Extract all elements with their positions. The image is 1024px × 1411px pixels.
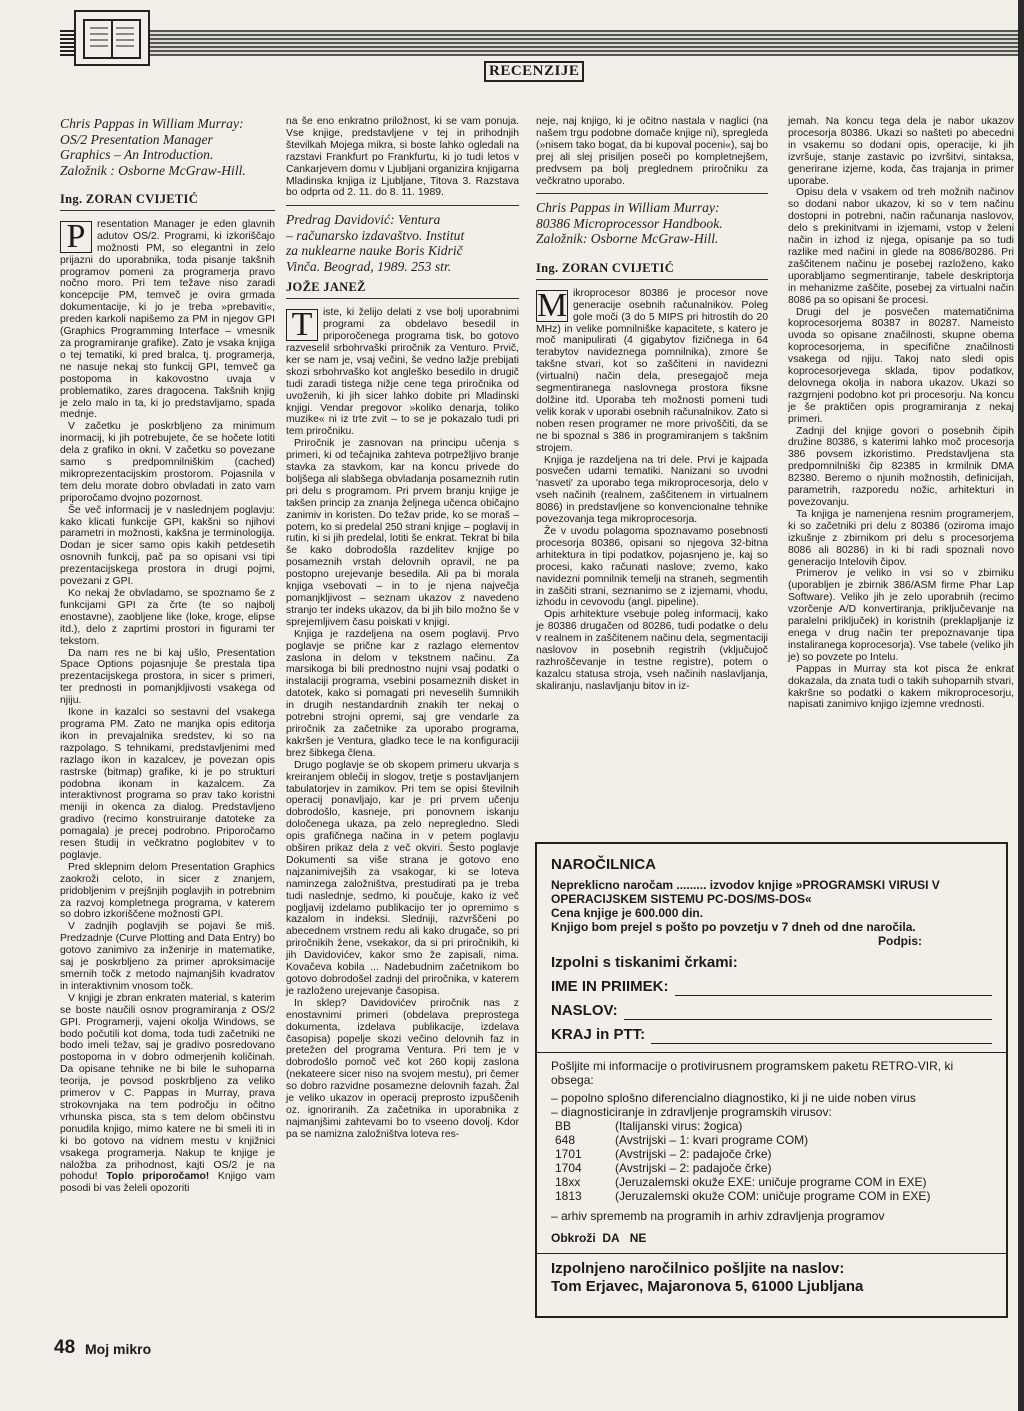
- column-3: [536, 116, 768, 693]
- bullet-item: – arhiv sprememb na programih in arhiv zdravljenja programov: [551, 1209, 885, 1223]
- drop-cap: T: [286, 309, 318, 341]
- virus-row: 18xx (Jeruzalemski okuže EXE: uničuje programe COM in EXE): [555, 1175, 927, 1189]
- page-edge-shadow: [1018, 0, 1024, 1411]
- column-2: [286, 116, 519, 1141]
- send-to-address: Tom Erjavec, Majaronova 5, 61000 Ljubljana: [551, 1278, 864, 1295]
- book-icon: [74, 10, 150, 66]
- paragraph: Drugo poglavje se ob skopem primeru ukvarja s kreiranjem oblečij in slogov, tretje s postavljanjem tabulatorjev in zamikov. Pri tem se opisi številnih operacij ponavljajo, kar je pri prvem učenju dobrodošlo, kasneje, pri ponovnem iskanju določenega ukaza, pa zelo nepregledno. Sledi opis grafičnega načina in v petem poglavju obširen prikaz dela z več okviri. Šesto poglavje Dokumenti sa više strana je gotovo eno najzanimivejših za vsakogar, ki se loteva naminzega založništva, prestudirati pa je treba tudi naslednje, sedmo, ki poučuje, kako iz več pogljavij izdelamo publikacijo ter jo opremimo s kazalom in indeksi. Sledniji, razvrščeni po abecednem vrstnem redu ali kako drugače, so pri priročnikih žene, vsekakor, da si pri priročnikih, ki jih Davidovićev, kakor smo že zapisali, nima. Kovačeva kobila ... Nadebudnim začetnikom bo gotovo dobrodošel zadnji del priročnika, v katerem je razloženo urejevanje časopisa.: [286, 759, 519, 997]
- bullet-item: – popolno splošno diferencialno diagnostiko, ki ji ne uide noben virus: [551, 1091, 916, 1105]
- column-1: [60, 116, 275, 1195]
- page-number: 48: [54, 1337, 76, 1358]
- paragraph: Ta knjiga je namenjena resnim programerjem, ki so začetniki pri delu z 80386 (oziroma imajo izkušnje z zbirnikom pri delu s procesorjema 8086 ali 80286) in ki bi radi spoznali novo generacijo Intelovih čipov.: [788, 508, 1014, 568]
- order-line: Nepreklicno naročam ......... izvodov knjige »PROGRAMSKI VIRUSI V OPERACIJSKEM SISTEMU PC-DOS/MS-DOS«: [551, 878, 940, 906]
- quantity-field[interactable]: .........: [676, 878, 707, 892]
- section-label: RECENZIJE: [484, 61, 584, 82]
- paragraph: Ikone in kazalci so sestavni del vsakega programa PM. Zato ne manjka opis editorja ikon in prevajalnika sredstev, ki so na razpolago. S tehnikami, predstavljenimi med razlago ikon in kazalcev, je povezan opis rastrske (bitmap) grafike, ki je po strukturi podobna ikonam in kazalcem. Za interaktivnost programa so prav tako koristni meniji in okenca za dialog. Predstavljeno gradivo (recimo konstruiranje datoteke za pomagala) je precej podrobno. Priporočamo resen študij in večkratno poglobitev v to poglavje.: [60, 707, 275, 861]
- paragraph: V začetku je poskrbljeno za minimum inormacij, ki jih potrebujete, če se hočete lotiti dela z grafiko in okni. V začetku so povezane samo s predpomnilniškim (cached) mikroprezentacijskim prostorom. Pojasnila v tem delu morate dobro obvladati in zato vam priporočamo dvojno pozornost.: [60, 421, 275, 504]
- book-reference: Predrag Davidović: Ventura – računarsko izdavaštvo. Institut za nuklearne nauke Boris Kidrič Vinča. Beograd, 1989. 253 str.: [286, 212, 465, 274]
- paragraph: na še eno enkratno priložnost, ki se vam ponuja. Vse knjige, predstavljene v tej in prihodnjih številkah Mojega mikra, si boste lahko ogledali na razstavi Frankfurt po Frankfurtu, ki jo tudi letos v Cankarjevem domu v Ljubljani organizira knjigarna Mladinska knjiga iz Ljubljane, Titova 3. Razstava bo odprta od 2. 11. do 8. 11. 1989.: [286, 116, 519, 199]
- name-field[interactable]: IME IN PRIIMEK:: [551, 978, 992, 996]
- author-byline: Ing. ZORAN CVIJETIĆ: [60, 194, 275, 211]
- no-option[interactable]: NE: [629, 1231, 647, 1245]
- paragraph: T iste, ki želijo delati z vse bolj uporabnimi programi za obdelavo besedil in priporočenega programa tisk, bo gotovo razveselil srbohrvaški priročnik za Venturo. Prvič, ker se nam je, vsaj večini, še vedno lažje prebijati skozi srbohrvaško kot angleško besedilo in drugič tudi zaradi tistega nižje cene tega priročnika od uvoženih, ki jih sicer lahko dobite pri Mladinski knjigi. Vendar pregovor »koliko denarja, toliko muzike« ni iz trte zvit – to se je pokazalo tudi pri tem priročniku.: [286, 306, 519, 438]
- virus-row: 648 (Avstrijski – 1: kvari programe COM): [555, 1133, 809, 1147]
- yes-option[interactable]: DA: [602, 1231, 620, 1245]
- virus-row: 1701 (Avstrijski – 2: padajoče črke): [555, 1147, 772, 1161]
- address-field[interactable]: NASLOV:: [551, 1002, 992, 1020]
- paragraph: Priročnik je zasnovan na principu učenja s primeri, ki od tečajnika zahteva potrpežljivo branje stavka za stavkom, kar na koncu privede do boljšega ali slabšega obvladanja posameznih rutin pri delu s programom. Pri prvem branju knjige je takšen princip za znanja željnega učenca običajno zanimiv in koristen. Do težav pride, ko se moraš – potem, ko si predelal 250 strani knjige – poglavij in rutin, ki si jih predelal, lotiti še enkrat. Tekrat bi bila še kako dobrodošla razdelitev knjige po posameznih vrstah delovnih opravil, ne pa postopno urejevanje besedila. Ali pa bi morala knjiga vsebovati – in to je njena največja pomanjkljivost – seznam ukazov z navedeno stranjo ter indeks ukazov, da bi jih bilo možno še v sprejemljivem času poiskati v knjigi.: [286, 438, 519, 628]
- fill-instruction: Izpolni s tiskanimi črkami:: [551, 954, 738, 971]
- paragraph: Drugi del je posvečen matematičnima koprocesorjema 80387 in 80287. Nameisto uvoda so opisane značilnosti, skupne obema koprocesorjema, in specifične značilnosti vsakega od njiju. Takoj nato sledi opis koprocesorjevega sklada, tipov podatkov, delovnega okolja in nabora ukazov. Ukazi so razgrnjeni podobno kot pri procesorju. Na koncu je še praktičen opis programiranja z nekaj primeri.: [788, 306, 1014, 425]
- paragraph: Še več informacij je v naslednjem poglavju: kako klicati funkcije GPI, kakšni so njihovi parametri in možnosti, kakšna je terminologija. Dodan je sicer samo opis kakih petdesetih osnovnih funkcij, pač pa so opisani vsi tipi prezentacijskega prostora in drugi pojmi, povezani z GPI.: [60, 504, 275, 588]
- paragraph: Pred sklepnim delom Presentation Graphics zaokroži celoto, in sicer z znanjem, pridobljenim v prejšnjih poglavjih in potrebnim za razvoj kompletnega programa, v katerem so dobro izkoriščene možnosti GPI.: [60, 861, 275, 921]
- column-4: [788, 116, 1014, 711]
- drop-cap: M: [537, 286, 568, 324]
- paragraph: neje, naj knjigo, ki je očitno nastala v naglici (na našem trgu podobne domače knjige ni), spregleda (»nisem tako bogat, da bi kupoval poceni«), saj bo prej ali slej prisiljen poseči po kompletnejšem, predvsem pa bolj preglednem priročniku za večkratno uporabo.: [536, 116, 768, 187]
- paragraph: Zadnji del knjige govori o posebnih čipih družine 80386, s katerimi lahko moč procesorja 386 povsem izkoristimo. Predstavljena sta predpomnilniški čip 82385 in krmilnik DMA 82380. Beremo o njunih možnostih, definicijah, parametrih, razporedu nožic, arhitekturi in povezovanju.: [788, 425, 1014, 508]
- author-byline: JOŽE JANEŽ: [286, 282, 519, 299]
- magazine-name: Moj mikro: [85, 1341, 152, 1357]
- paragraph: Knjiga je razdeljena na osem poglavij. Prvo poglavje se prične kar z razlago elementov zaslona in delom v tekstnem načinu. Za marsikoga bi bili prednostno nujni vsaj podatki o instalaciji programa, vsebini posameznih disket in datotek, kako si pomagati pri neveselih šumnikih in drugih nestandardnih znakih ter nekaj o potrebni strojni opremi, saj gre vendarle za priročnik za začetnike za uporabo programa, kakršen je Ventura, gladko tece le na konfiguraciji brez šibkega člena.: [286, 628, 519, 759]
- delivery-text: Knjigo bom prejel s pošto po povzetju v 7 dneh od dne naročila.: [551, 920, 916, 934]
- paragraph: Že v uvodu polagoma spoznavamo posebnosti procesorja 80386, opisani so njegova 32-bitna arhitektura in tipi podatkov, pojasnjeno je, kaj so procesi, kako računati naslove; zvemo, kako navidezni pomnilnik temelji na straneh, segmentih in zaščiti strani, seznanimo se z izjemami, vhodu, izhodu in cevovodu (angl. pipeline).: [536, 525, 768, 609]
- paragraph: In sklep? Davidovićev priročnik nas z enostavnimi primeri (obdelava preprostega dokumenta, izdelava publikacije, izdelava časopisa) popelje skozi večino delovnih faz in pretežen del programa Ventura. Pri tem je v dobrodošlo pomoč več kot 260 kopij zaslona (nekateere sicer niso na svojem mestu), pri čemer so dobro razvidne posamezne delovnih fazah. Žal je veliko ukazov in operacij preprosto izpuščenih oz. ignoriranih. Za začetnika in uporabnika z najmanjšimi zahtevami bo to vseeno dovolj. Kdor pa se namizna založništva loteva res-: [286, 997, 519, 1140]
- paragraph: Knjiga je razdeljena na tri dele. Prvi je kajpada posvečen udarni tematiki. Nanizani so uvodni 'nasveti' za uporabo tega mikroprocesorja, delo v vseh načinih (realnem, zaščitenem in virtualnem 8086) in predstavljene so konvencionalne tehnike povezovanja tega mikroprocesorja.: [536, 454, 768, 526]
- paragraph: Opisu dela v vsakem od treh možnih načinov so dodani nabor ukazov, ki so v tem načinu dostopni in potrebni, način računanja naslovov, delo s prekinitvami in izjemami, vstop v želeni način in izhod iz njega, opisanje pa so tudi razlike med načini in glede na 8086/80286. Pri zaščitenem načinu je posebej razloženo, kako uporabljamo segmentiranje, tabele deskriptorja in mehanizme zaščite, posebej za virtualni način 8086 pa so opisani še procesi.: [788, 187, 1014, 306]
- book-reference: Chris Pappas in William Murray: OS/2 Presentation Manager Graphics – An Introduction. Založnik : Osborne McGraw-Hill.: [60, 116, 246, 178]
- order-form: [535, 842, 1008, 1318]
- drop-cap: P: [60, 221, 92, 253]
- paragraph: P resentation Manager je eden glavnih adutov OS/2. Programi, ki izkoriščajo možnosti PM, so elegantni in zelo prijazni do uporabnika, toda pisanje takšnih programov pomeni za programerja pravo nočno moro. Pri tem težave niso zaradi koncepcije PM, temveč je ovira grmada dokumentacije, ki jo je treba »prebaviti«, preden karkoli napišemo za PM in njegov GPI (Graphics Programming Interface – vmesnik za programiranje grafike). Zato je vsaka knjiga o tej tematiki, ki pred bralca, tj. programerja, ne nasuje nekaj sto funkcij GPI, temveč ga postopoma in kakovostno uvaja v problematiko, zares dragocena. Takšnih knjig je zelo malo in ta, ki jo predstavljamo, spada mednje.: [60, 217, 275, 421]
- circle-choice: Obkroži DA NE: [551, 1231, 647, 1245]
- divider: [536, 193, 768, 194]
- send-to-label: Izpolnjeno naročilnico pošljite na naslov:: [551, 1260, 845, 1277]
- paragraph: jemah. Na koncu tega dela je nabor ukazov procesorja 80386. Ukazi so našteti po abecedni in vsakemu so dodani opis, operacije, ki jih izvršuje, stanje zastavic po izvršitvi, sintaksa, generirane izjeme, koda, čas trajanja in primer uporabe.: [788, 116, 1014, 187]
- header-stripe-bar-light: [150, 30, 1020, 56]
- order-form-title: NAROČILNICA: [551, 856, 656, 873]
- virus-row: 1704 (Avstrijski – 2: padajoče črke): [555, 1161, 772, 1175]
- paragraph: Pappas in Murray sta kot pisca že enkrat dokazala, da znata tudi o takih suhoparnih stvari, kakršne so podatki o kakem mikroprocesorju, napisati zanimivo knjigo izjemne vrednosti.: [788, 663, 1014, 711]
- paragraph: V zadnjih poglavjih se pojavi še miš. Predzadnje (Curve Plotting and Data Entry) bo gotovo zanimivo za inženirje in matematike, saj je poskrbljeno za primer aproksimacije smernih točk z metodo najmanjših kvadratov in interaktivnim vnosom točk.: [60, 921, 275, 992]
- virus-row: BB (Italijanski virus: žogica): [555, 1119, 743, 1133]
- signature-field[interactable]: Podpis:: [878, 934, 922, 948]
- book-reference: Chris Pappas in William Murray: 80386 Microprocessor Handbook. Založnik: Osborne McGraw-Hill.: [536, 200, 723, 247]
- bullet-item: – diagnosticiranje in zdravljenje programskih virusov:: [551, 1105, 832, 1119]
- paragraph: M ikroprocesor 80386 je procesor nove generacije osebnih računalnikov. Poleg gole moči (3 do 5 MIPS pri hitrostih do 20 MHz) in velike pomnilniške kapacitete, s katero je moč manipulirati (4 gigabytov fizičnega in 64 terabytov navideznega pomnilnika), zmore še takšne stvari, kot so zaščiteni in navidezni (virtualni) način dela, presegajoč meja segmentiranega naslovnega prostora fiksne dolžine itd. Uporaba teh možnosti pomeni tudi velik korak v uporabi osebnih računalnikov. Zato si noben resen programer ne more privoščiti, da se ne bi spoznal s 386 in programiranjem s takšnim strojem.: [536, 286, 768, 454]
- author-byline: Ing. ZORAN CVIJETIĆ: [536, 263, 768, 280]
- info-request: Pošljite mi informacije o protivirusnem programskem paketu RETRO-VIR, ki obsega:: [551, 1059, 954, 1087]
- paragraph: Ko nekaj že obvladamo, se spoznamo še z funkcijami GPI za črte (te so najbolj enostavne), zaobljene like (loke, kroge, elipse itd.), delo z zaprtimi prostori in figurami ter tekstom.: [60, 588, 275, 647]
- paragraph: V knjigi je zbran enkraten material, s katerim se boste naučili osnov programiranja z OS/2 GPI. Programerji, vajeni okolja Windows, se bodo počutili kot doma, toda tudi začetniki ne bodo imeli težav, saj je gradivo posredovano postopoma in v dobro odmerjenih količinah. Da opisane tehnike ne bi bile le suhoparna teorija, je povsod poskrbljeno za veliko primerov v C. Pappas in Murray, prava strokovnjaka na tem področju in očitno vrhunska pisca, sta s tem delom občinstvu ponudila knjigo, mimo katere ne bi smeli iti in ki bo gotovo na vidnem mestu v knjižnici vsakega programerja. Nakup te knjige je naložba za prihodnost, kajti OS/2 je na pohodu! Toplo priporočamo! Knjigo vam posodi bi vas želeli opozoriti: [60, 992, 276, 1195]
- divider: [286, 205, 519, 206]
- paragraph: Opis arhitekture vsebuje poleg informacij, kako je 80386 drugačen od 80286, tudi podatke o delu v realnem in zaščitenem načinu dela, segmentaciji naslovov in posebnih registrih (vključujoč razhroščevanje in testne registre), potem o kazalcu statusa stroja, vseh načinih naslavljanja, skaliranju, naslavljanju bitov in iz-: [536, 609, 768, 692]
- virus-row: 1813 (Jeruzalemski okuže COM: uničuje programe COM in EXE): [555, 1189, 931, 1203]
- paragraph: Da nam res ne bi kaj ušlo, Presentation Space Options pojasnjuje še prestala tipa prezentacijskega prostora, in sicer s primeri, ter prednosti in pomanjkljivosti vsakega od njiju.: [60, 647, 275, 707]
- city-field[interactable]: KRAJ in PTT:: [551, 1026, 992, 1044]
- price-text: Cena knjige je 600.000 din.: [551, 906, 704, 920]
- paragraph: Primerov je veliko in vsi so v zbirniku (uporabljen je zbirnik 386/ASM firme Phar Lap Software). Veliko jih je zelo uporabnih (recimo vzorčenje A/D konvertiranja, priključevanje na paralelni priključek) in koristnih (preklapljanje iz enega v drug način ter prepoznavanje tipa instaliranega koprocesorja). Vse tabele (veliko jih je) so povzete po Intelu.: [788, 568, 1014, 663]
